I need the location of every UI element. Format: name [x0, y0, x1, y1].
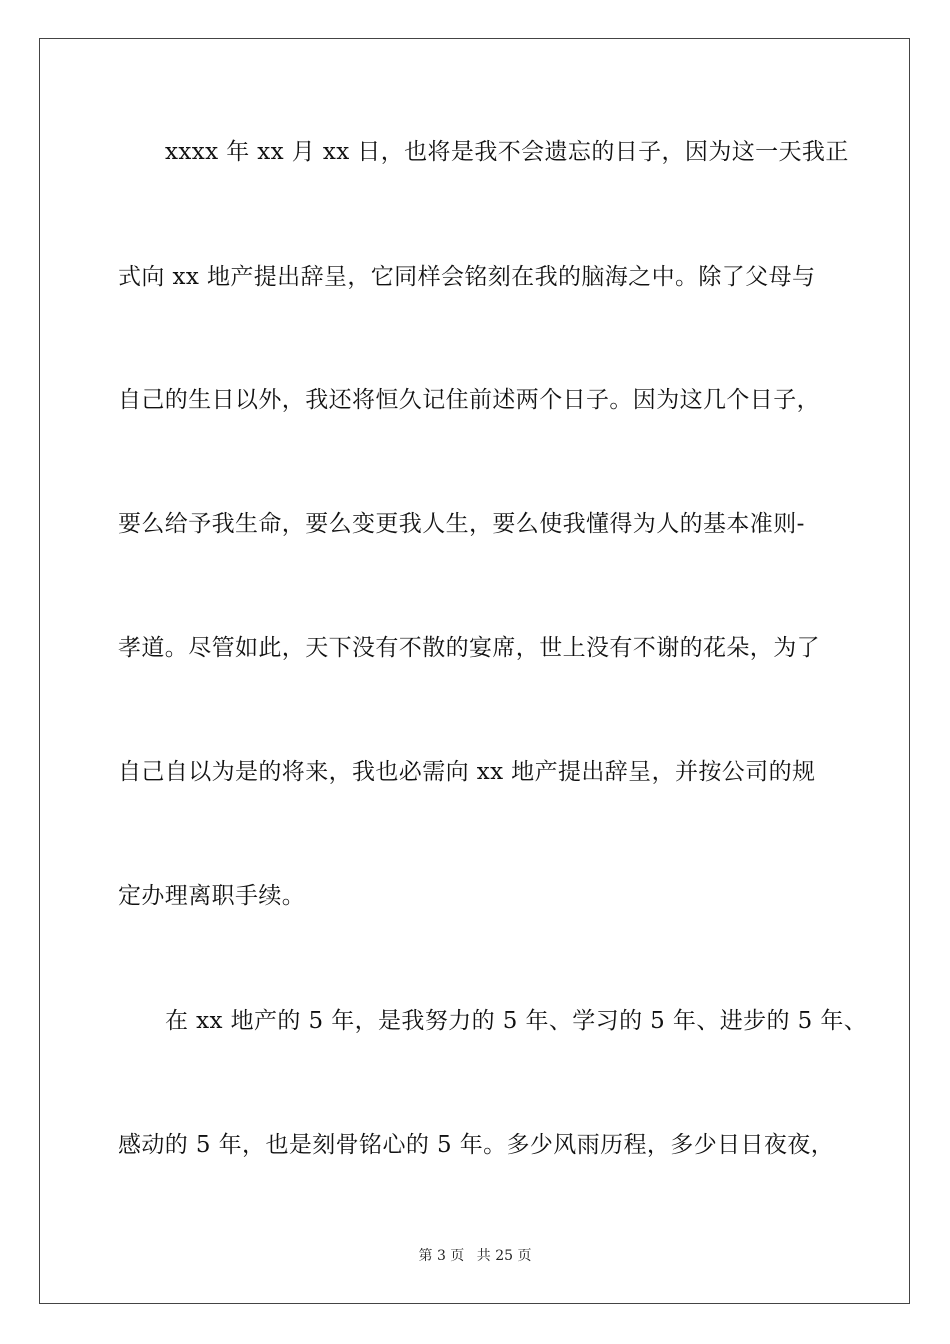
paragraph-line: 在 xx 地产的 5 年，是我努力的 5 年、学习的 5 年、进步的 5 年、: [165, 1008, 868, 1034]
page-footer: [0, 1247, 950, 1265]
paragraph-line: xxxx 年 xx 月 xx 日，也将是我不会遗忘的日子，因为这一天我正: [165, 139, 849, 165]
paragraph-line: 感动的 5 年，也是刻骨铭心的 5 年。多少风雨历程，多少日日夜夜，: [118, 1132, 835, 1158]
paragraph-line: 自己自以为是的将来，我也必需向 xx 地产提出辞呈，并按公司的规: [118, 759, 816, 785]
page-total: 共 25 页: [476, 1248, 532, 1264]
paragraph-line: 定办理离职手续。: [118, 883, 306, 909]
page-frame: [39, 38, 910, 1304]
paragraph-line: 式向 xx 地产提出辞呈，它同样会铭刻在我的脑海之中。除了父母与: [118, 264, 816, 290]
page-number: 第 3 页: [418, 1248, 465, 1264]
paragraph-line: 要么给予我生命，要么变更我人生，要么使我懂得为人的基本准则-: [118, 511, 805, 537]
paragraph-line: 自己的生日以外，我还将恒久记住前述两个日子。因为这几个日子，: [118, 387, 820, 413]
paragraph-line: 孝道。尽管如此，天下没有不散的宴席，世上没有不谢的花朵，为了: [118, 635, 820, 661]
